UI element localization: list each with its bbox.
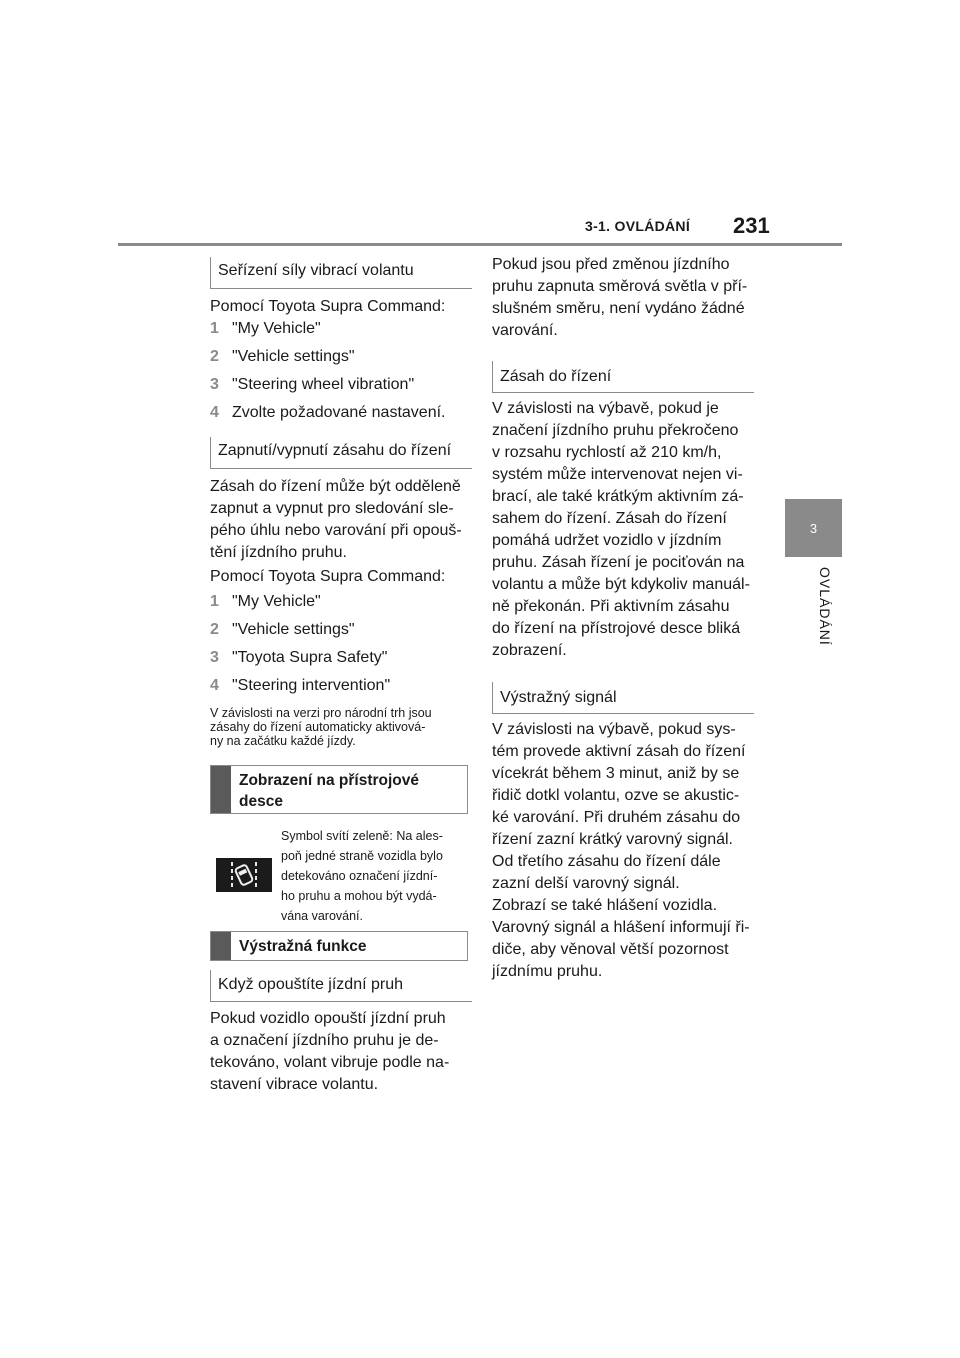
step-item: 2 "Vehicle settings": [210, 348, 355, 365]
step-item: 2 "Vehicle settings": [210, 621, 355, 638]
subheading-vibration-strength: Seřízení síly vibrací volantu: [210, 257, 472, 289]
note-text: V závislosti na verzi pro národní trh jsou zásahy do řízení automaticky aktivová- ny na začátku každé jízdy.: [210, 706, 432, 748]
subheading-warning-signal: Výstražný signál: [492, 682, 754, 714]
steps-list-2: [210, 591, 472, 703]
step-item: 3 "Toyota Supra Safety": [210, 649, 388, 666]
heading-warning-function: Výstražná funkce: [210, 931, 468, 961]
paragraph: Pokud vozidlo opouští jízdní pruh a označení jízdního pruhu je de- tekováno, volant vibruje podle na- stavení vibrace volantu.: [210, 1010, 450, 1093]
step-item: 3 "Steering wheel vibration": [210, 376, 415, 393]
steps-list-1: [210, 318, 472, 430]
intro-text: Pomocí Toyota Supra Command:: [210, 568, 446, 585]
paragraph: V závislosti na výbavě, pokud sys- tém provede aktivní zásah do řízení vícekrát během 3 minut, aniž by se řidič dotkl volantu, ozve se akustic- ké varování. Při druhém zásahu do řízení zazní krátký varovný signál. Od třetího zásahu do řízení dále zazní delší varovný signál. Zobrazí se také hlášení vozidla. Varovný signál a hlášení informují ři- diče, aby věnoval větší pozornost jízdnímu pruhu.: [492, 721, 750, 980]
page-number: 231: [733, 213, 770, 238]
subheading-steering-intervention-toggle: Zapnutí/vypnutí zásahu do řízení: [210, 437, 472, 469]
subheading-leaving-lane: Když opouštíte jízdní pruh: [210, 970, 472, 1002]
lane-keeping-icon: [216, 858, 272, 892]
subheading-steering-intervention: Zásah do řízení: [492, 361, 754, 393]
paragraph: Zásah do řízení může být odděleně zapnut a vypnut pro sledování sle- pého úhlu nebo varování při opouš- tění jízdního pruhu.: [210, 478, 462, 561]
symbol-description: Symbol svítí zeleně: Na ales- poň jedné straně vozidla bylo detekováno označení jízdní- ho pruhu a mohou být vydá- vána varování.: [281, 829, 443, 923]
intro-text: Pomocí Toyota Supra Command:: [210, 298, 446, 315]
chapter-label: OVLÁDÁNÍ: [817, 567, 833, 646]
paragraph: Pokud jsou před změnou jízdního pruhu zapnuta směrová světla v pří- slušném směru, není vydáno žádné varování.: [492, 256, 748, 339]
step-item: 1 "My Vehicle": [210, 593, 321, 610]
lane-car-icon: [216, 858, 272, 892]
step-item: 4 Zvolte požadované nastavení.: [210, 404, 446, 421]
step-item: 1 "My Vehicle": [210, 320, 321, 337]
paragraph: V závislosti na výbavě, pokud je značení jízdního pruhu překročeno v rozsahu rychlostí až 210 km/h, systém může intervenovat nejen vi- brací, ale také krátkým aktivním zá- sahem do řízení. Zásah do řízení pomáhá udržet vozidlo v jízdním pruhu. Zásah řízení je pociťován na volantu a může být kdykoliv manuál- ně překonán. Při aktivním zásahu do řízení na přístrojové desce bliká zobrazení.: [492, 400, 750, 659]
chapter-tab: [785, 499, 842, 557]
chapter-number: 3: [809, 520, 818, 536]
header-rule: [118, 243, 842, 246]
step-item: 4 "Steering intervention": [210, 677, 391, 694]
section-title: 3-1. OVLÁDÁNÍ: [585, 218, 691, 234]
heading-instrument-display: Zobrazení na přístrojové desce: [210, 765, 468, 814]
